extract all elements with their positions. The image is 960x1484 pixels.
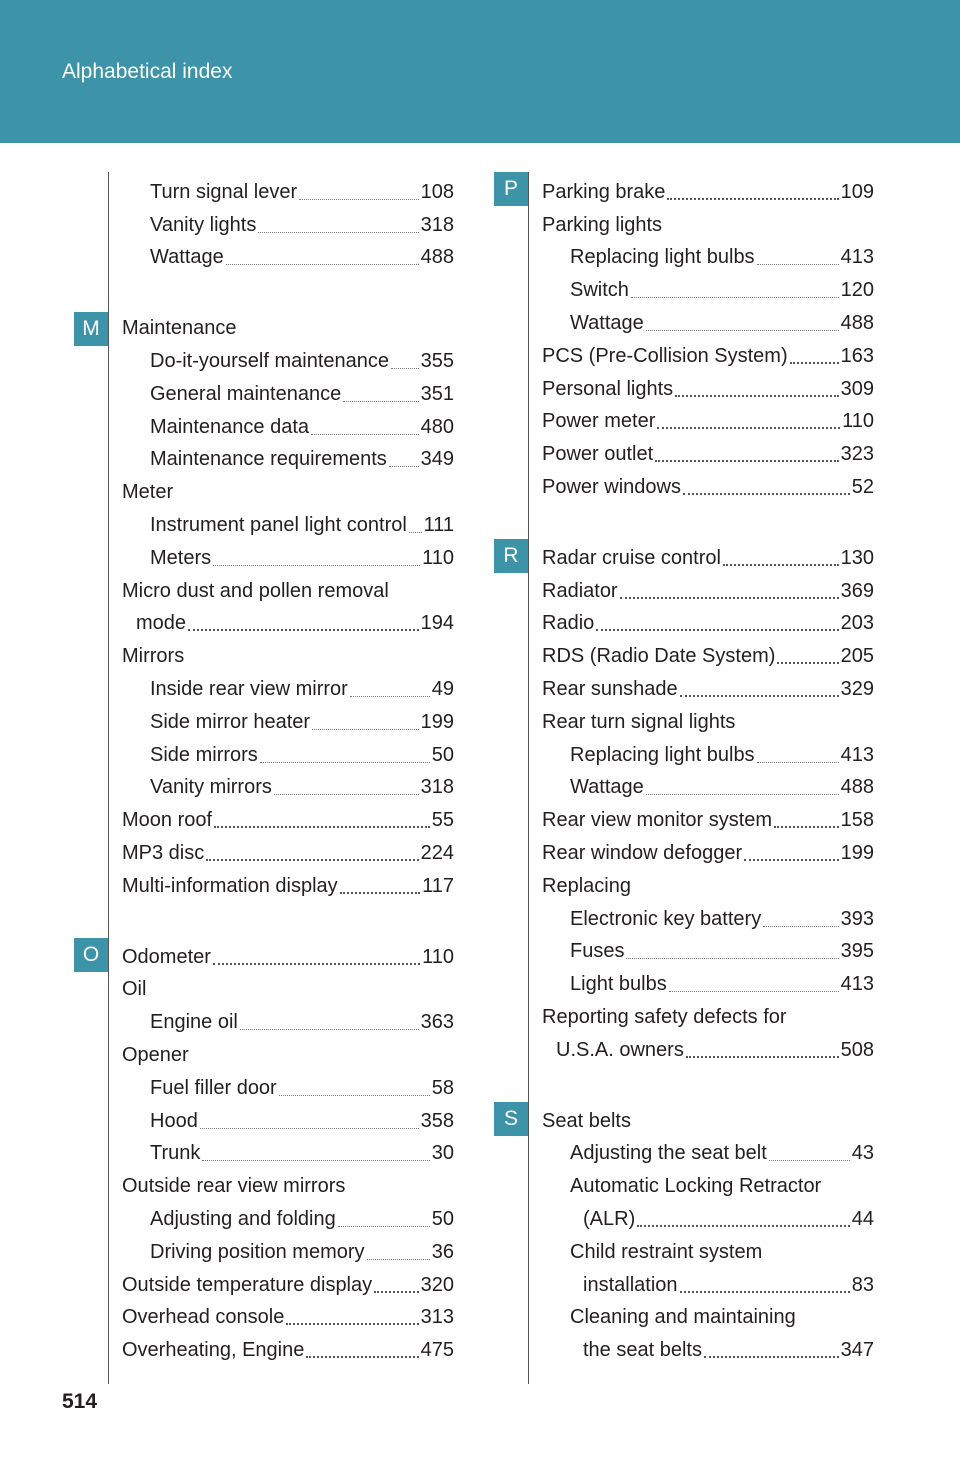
entry-term: Side mirrors	[150, 743, 258, 766]
dot-leader	[409, 532, 422, 533]
entry-term: Outside temperature display	[122, 1273, 373, 1296]
dot-leader	[723, 564, 839, 566]
index-entry	[542, 673, 874, 706]
entry-term: Opener	[122, 1044, 189, 1067]
dot-leader	[279, 1095, 430, 1096]
index-entry	[542, 542, 874, 575]
index-entry	[122, 1203, 454, 1236]
index-entry	[122, 411, 454, 444]
header-title: Alphabetical index	[62, 60, 233, 83]
entry-page-number: 355	[420, 350, 454, 373]
dot-leader	[596, 629, 838, 631]
entry-page-number: 349	[420, 448, 454, 471]
entry-term: General maintenance	[150, 382, 342, 405]
entry-page-number: 199	[840, 842, 874, 865]
index-entry	[122, 1072, 454, 1105]
index-entry	[122, 444, 454, 477]
entry-page-number: 363	[420, 1011, 454, 1034]
entry-term: (ALR)	[583, 1208, 636, 1230]
entry-term: Hood	[150, 1109, 198, 1132]
index-entry	[542, 1236, 874, 1269]
entry-term: Fuses	[570, 940, 625, 963]
entry-term: Reporting safety defects for	[542, 1006, 787, 1029]
index-entry	[542, 1001, 874, 1034]
entry-term: Power windows	[542, 476, 681, 499]
section-tab-o: O	[74, 938, 108, 972]
entry-term: Adjusting and folding	[150, 1208, 336, 1230]
index-entry	[542, 274, 874, 307]
entry-page-number: 36	[431, 1240, 454, 1263]
entry-term: Replacing	[542, 874, 631, 897]
entry-page-number: 83	[851, 1273, 874, 1296]
dot-leader	[774, 826, 839, 828]
index-entry	[542, 176, 874, 209]
dot-leader	[213, 565, 420, 566]
entry-term: Vanity lights	[150, 213, 257, 236]
section-gap	[542, 1067, 874, 1105]
index-entry	[122, 209, 454, 242]
dot-leader	[338, 1226, 430, 1227]
index-entry	[122, 1269, 454, 1302]
dot-leader	[637, 1225, 850, 1227]
entry-page-number: 205	[840, 645, 874, 668]
index-entry	[542, 903, 874, 936]
index-entry	[122, 974, 454, 1007]
index-entry	[542, 1105, 874, 1138]
entry-page-number: 58	[431, 1076, 454, 1099]
dot-leader	[744, 859, 839, 861]
entry-page-number: 329	[840, 678, 874, 701]
dot-leader	[655, 460, 838, 462]
entry-page-number: 120	[840, 279, 874, 302]
dot-leader	[350, 696, 430, 697]
dot-leader	[286, 1323, 418, 1325]
index-entry	[542, 373, 874, 406]
dot-leader	[299, 199, 419, 200]
entry-term: U.S.A. owners	[556, 1038, 684, 1061]
entry-page-number: 52	[851, 476, 874, 499]
entry-page-number: 369	[840, 579, 874, 602]
entry-term: Wattage	[150, 246, 224, 269]
entry-term: Power outlet	[542, 443, 654, 466]
index-entry	[122, 739, 454, 772]
entry-term: Parking lights	[542, 213, 663, 236]
index-entry	[122, 1006, 454, 1039]
section-tab-s: S	[494, 1102, 528, 1136]
entry-page-number: 163	[840, 344, 874, 367]
entry-page-number: 413	[840, 743, 874, 766]
dot-leader	[763, 926, 838, 927]
dot-leader	[646, 794, 839, 795]
dot-leader	[757, 264, 839, 265]
entry-term: Rear window defogger	[542, 842, 743, 865]
entry-page-number: 50	[431, 743, 454, 766]
index-entry	[122, 1105, 454, 1138]
dot-leader	[340, 892, 420, 894]
entry-page-number: 318	[420, 776, 454, 799]
index-entry	[542, 1170, 874, 1203]
entry-page-number: 413	[840, 246, 874, 269]
dot-leader	[704, 1356, 839, 1358]
entry-term: Side mirror heater	[150, 710, 311, 733]
entry-term: Meters	[150, 546, 212, 569]
entry-page-number: 30	[431, 1142, 454, 1165]
index-entry	[122, 345, 454, 378]
dot-leader	[202, 1160, 429, 1161]
index-entry	[122, 941, 454, 974]
entry-term: Wattage	[570, 312, 644, 335]
entry-term: Power meter	[542, 410, 656, 433]
entry-term: Multi-information display	[122, 874, 338, 897]
index-entry	[122, 673, 454, 706]
dot-leader	[391, 368, 419, 369]
dot-leader	[680, 695, 839, 697]
section-tab-m: M	[74, 312, 108, 346]
index-entry	[542, 640, 874, 673]
left-divider	[108, 172, 109, 1384]
index-entry	[122, 1138, 454, 1171]
entry-term: Radio	[542, 612, 595, 635]
entry-term: Turn signal lever	[150, 180, 298, 203]
index-entry	[542, 1269, 874, 1302]
entry-term: Inside rear view mirror	[150, 678, 348, 701]
entry-page-number: 313	[420, 1306, 454, 1329]
dot-leader	[226, 264, 419, 265]
entry-page-number: 111	[423, 514, 454, 537]
entry-term: Outside rear view mirrors	[122, 1175, 346, 1198]
entry-term: Micro dust and pollen removal	[122, 579, 389, 602]
entry-term: Do-it-yourself maintenance	[150, 350, 389, 373]
dot-leader	[306, 1356, 418, 1358]
index-entry	[122, 804, 454, 837]
dot-leader	[274, 794, 419, 795]
dot-leader	[374, 1291, 418, 1293]
entry-term: Trunk	[150, 1142, 201, 1165]
index-entry	[542, 209, 874, 242]
dot-leader	[343, 401, 418, 402]
dot-leader	[657, 427, 840, 429]
dot-leader	[769, 1160, 850, 1161]
entry-page-number: 488	[840, 312, 874, 335]
entry-page-number: 358	[420, 1109, 454, 1132]
index-entry	[122, 870, 454, 903]
entry-term: the seat belts	[583, 1339, 702, 1362]
index-entry	[542, 1034, 874, 1067]
entry-term: installation	[583, 1273, 678, 1296]
dot-leader	[686, 1056, 839, 1058]
entry-term: Personal lights	[542, 377, 674, 400]
index-entry	[542, 471, 874, 504]
entry-page-number: 323	[840, 443, 874, 466]
entry-term: Child restraint system	[570, 1240, 763, 1263]
index-entry	[122, 640, 454, 673]
section-tab-p: P	[494, 172, 528, 206]
dot-leader	[389, 466, 419, 467]
index-entry	[122, 608, 454, 641]
index-entry	[122, 509, 454, 542]
index-entry	[122, 476, 454, 509]
entry-term: Parking brake	[542, 180, 666, 203]
index-entry	[542, 1203, 874, 1236]
entry-page-number: 130	[840, 546, 874, 569]
dot-leader	[260, 762, 430, 763]
dot-leader	[646, 330, 839, 331]
index-entry	[542, 575, 874, 608]
entry-term: mode	[136, 612, 187, 635]
entry-page-number: 347	[840, 1339, 874, 1362]
entry-term: Mirrors	[122, 645, 185, 668]
index-column-right	[542, 176, 874, 1367]
dot-leader	[200, 1128, 419, 1129]
entry-term: Radiator	[542, 579, 618, 602]
entry-page-number: 309	[840, 377, 874, 400]
index-entry	[542, 772, 874, 805]
index-entry	[122, 1039, 454, 1072]
entry-term: Radar cruise control	[542, 546, 721, 569]
index-entry	[542, 307, 874, 340]
right-divider	[528, 172, 529, 1384]
entry-page-number: 203	[840, 612, 874, 635]
entry-term: Wattage	[570, 776, 644, 799]
index-entry	[542, 837, 874, 870]
index-entry	[122, 706, 454, 739]
dot-leader	[777, 662, 838, 664]
entry-term: Oil	[122, 978, 147, 1001]
index-entry	[542, 936, 874, 969]
entry-term: RDS (Radio Date System)	[542, 645, 776, 668]
entry-term: MP3 disc	[122, 842, 205, 865]
entry-page-number: 55	[431, 809, 454, 832]
dot-leader	[626, 958, 838, 959]
index-entry	[542, 438, 874, 471]
index-entry	[122, 176, 454, 209]
section-gap	[122, 903, 454, 941]
index-entry	[542, 340, 874, 373]
entry-page-number: 158	[840, 809, 874, 832]
index-entry	[542, 706, 874, 739]
entry-page-number: 224	[420, 842, 454, 865]
index-entry	[542, 804, 874, 837]
index-entry	[122, 1302, 454, 1335]
dot-leader	[631, 297, 839, 298]
entry-term: Vanity mirrors	[150, 776, 272, 799]
entry-page-number: 413	[840, 973, 874, 996]
entry-page-number: 475	[420, 1339, 454, 1362]
index-entry	[122, 1236, 454, 1269]
index-entry	[542, 406, 874, 439]
entry-term: Maintenance data	[150, 415, 310, 438]
index-entry	[122, 772, 454, 805]
entry-term: Engine oil	[150, 1011, 238, 1034]
index-entry	[542, 968, 874, 1001]
entry-page-number: 109	[840, 180, 874, 203]
dot-leader	[675, 395, 838, 397]
dot-leader	[790, 362, 839, 364]
entry-page-number: 117	[422, 874, 454, 897]
entry-page-number: 351	[420, 382, 454, 405]
index-entry	[542, 870, 874, 903]
index-entry	[122, 1334, 454, 1367]
page-header	[0, 0, 960, 143]
dot-leader	[680, 1291, 850, 1293]
entry-term: PCS (Pre-Collision System)	[542, 344, 788, 367]
entry-term: Switch	[570, 279, 629, 302]
entry-term: Rear view monitor system	[542, 809, 773, 832]
dot-leader	[312, 729, 419, 730]
entry-page-number: 488	[840, 776, 874, 799]
dot-leader	[311, 434, 419, 435]
dot-leader	[240, 1029, 419, 1030]
index-column-left	[122, 176, 454, 1367]
entry-page-number: 43	[851, 1142, 874, 1165]
entry-term: Light bulbs	[570, 973, 667, 996]
entry-term: Fuel filler door	[150, 1076, 277, 1099]
index-entry	[122, 575, 454, 608]
section-gap	[542, 504, 874, 542]
index-entry	[542, 739, 874, 772]
dot-leader	[213, 963, 420, 965]
dot-leader	[214, 826, 430, 828]
entry-page-number: 393	[840, 907, 874, 930]
entry-page-number: 110	[422, 546, 454, 569]
entry-page-number: 508	[840, 1038, 874, 1061]
index-entry	[542, 242, 874, 275]
entry-term: Rear turn signal lights	[542, 710, 736, 733]
dot-leader	[757, 762, 839, 763]
entry-page-number: 110	[422, 945, 454, 968]
entry-page-number: 108	[420, 180, 454, 203]
index-entry	[122, 1170, 454, 1203]
entry-page-number: 480	[420, 415, 454, 438]
section-tab-r: R	[494, 539, 528, 573]
dot-leader	[620, 597, 839, 599]
entry-page-number: 395	[840, 940, 874, 963]
entry-term: Replacing light bulbs	[570, 246, 755, 269]
index-entry	[122, 312, 454, 345]
entry-term: Replacing light bulbs	[570, 743, 755, 766]
entry-term: Maintenance requirements	[150, 448, 387, 471]
entry-term: Meter	[122, 481, 174, 504]
index-entry	[542, 1334, 874, 1367]
entry-page-number: 199	[420, 710, 454, 733]
entry-term: Moon roof	[122, 809, 213, 832]
entry-page-number: 49	[431, 678, 454, 701]
entry-term: Maintenance	[122, 317, 237, 340]
entry-term: Rear sunshade	[542, 678, 678, 701]
index-entry	[542, 1302, 874, 1335]
entry-page-number: 488	[420, 246, 454, 269]
entry-page-number: 318	[420, 213, 454, 236]
entry-term: Adjusting the seat belt	[570, 1142, 767, 1165]
index-entry	[122, 378, 454, 411]
entry-term: Automatic Locking Retractor	[570, 1175, 822, 1198]
entry-term: Overhead console	[122, 1306, 285, 1329]
index-entry	[542, 1138, 874, 1171]
dot-leader	[367, 1259, 430, 1260]
index-entry	[542, 608, 874, 641]
index-entry	[122, 542, 454, 575]
entry-term: Electronic key battery	[570, 907, 762, 930]
dot-leader	[669, 991, 839, 992]
section-gap	[122, 274, 454, 312]
dot-leader	[683, 493, 850, 495]
dot-leader	[206, 859, 418, 861]
entry-term: Odometer	[122, 945, 211, 968]
entry-term: Driving position memory	[150, 1240, 365, 1263]
entry-term: Cleaning and maintaining	[570, 1306, 796, 1329]
dot-leader	[667, 198, 838, 200]
entry-term: Instrument panel light control	[150, 514, 407, 537]
entry-page-number: 44	[851, 1208, 874, 1230]
page-number: 514	[62, 1390, 98, 1413]
entry-page-number: 320	[420, 1273, 454, 1296]
entry-page-number: 110	[842, 410, 874, 433]
index-entry	[122, 242, 454, 275]
entry-term: Overheating, Engine	[122, 1339, 305, 1362]
dot-leader	[188, 629, 419, 631]
dot-leader	[258, 232, 418, 233]
entry-page-number: 194	[420, 612, 454, 635]
index-entry	[122, 837, 454, 870]
entry-page-number: 50	[431, 1208, 454, 1230]
entry-term: Seat belts	[542, 1109, 631, 1132]
